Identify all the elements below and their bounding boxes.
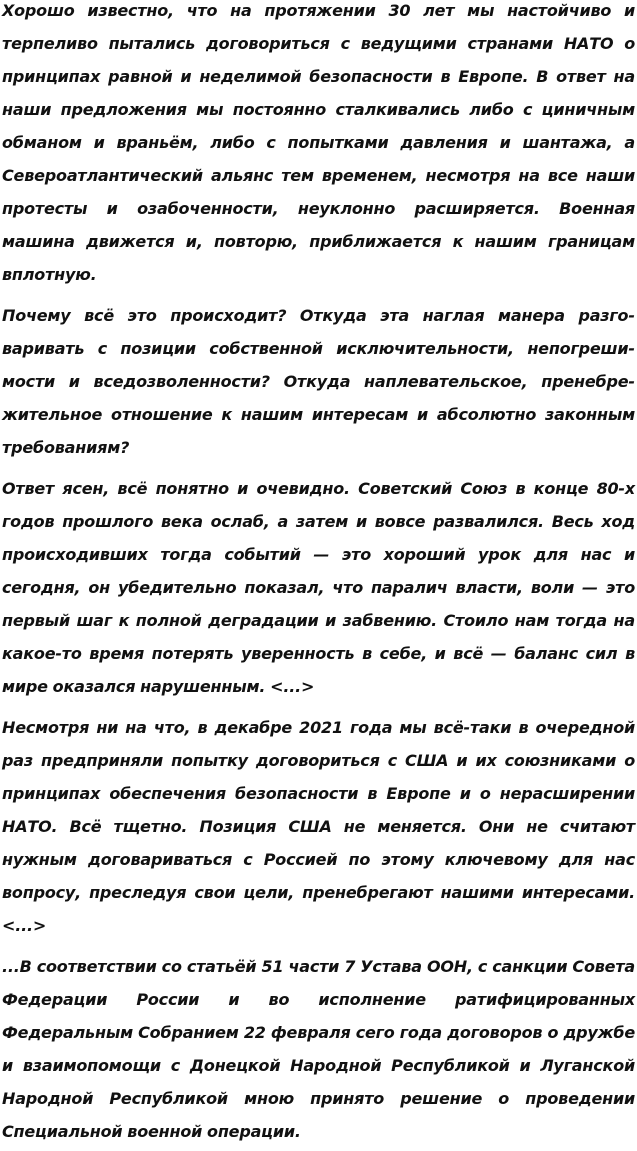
paragraph-5: ...В соответствии со статьёй 51 части 7 Устава ООН, с санкции Совета Федерации России и во исполнение ратифицированных Федеральным Собранием 22 февраля сего года договоров о дружбе и взаимопомощи с Донецкой Народной Республикой и Луганской Народной Республикой мною принято решение о проведении Специальной военной операции.	[2, 957, 635, 1141]
paragraph-2: Почему всё это происходит? Откуда эта наглая манера разговаривать с позиции собственной исключительности, непогрешимости и вседозволенности? Откуда наплевательское, пренебрежительное отношение к нашим интересам и абсолютно законным требованиям?	[2, 306, 635, 457]
paragraph-3: Ответ ясен, всё понятно и очевидно. Советский Союз в конце 80-х годов прошлого века ослаб, а затем и вовсе развалился. Весь ход происходивших тогда событий — это хороший урок для нас и сегодня, он убедительно показал, что паралич власти, воли — это первый шаг к полной деградации и забвению. Стоило нам тогда на какое-то время потерять уверенность в себе, и всё — баланс сил в мире оказался нарушенным. <...>	[2, 479, 635, 696]
paragraph-1: Хорошо известно, что на протяжении 30 лет мы настойчиво и терпеливо пытались договориться с ведущими странами НАТО о принципах равной и неделимой безопасности в Европе. В ответ на наши предложения мы постоянно сталкивались либо с циничным обманом и враньём, либо с попытками давления и шантажа, а Североатлантический альянс тем временем, несмотря на все наши протесты и озабоченности, неуклонно расширяется. Военная машина движется и, повторю, приближается к нашим границам вплотную.	[2, 1, 635, 284]
paragraph-4: Несмотря ни на что, в декабре 2021 года мы всё-таки в очередной раз предприняли попытку договориться с США и их союзниками о принципах обеспечения безопасности в Европе и о нерасширении НАТО. Всё тщетно. Позиция США не меняется. Они не считают нужным договариваться с Россией по этому ключевому для нас вопросу, преследуя свои цели, пренебрегают нашими интересами. <...>	[2, 718, 635, 935]
